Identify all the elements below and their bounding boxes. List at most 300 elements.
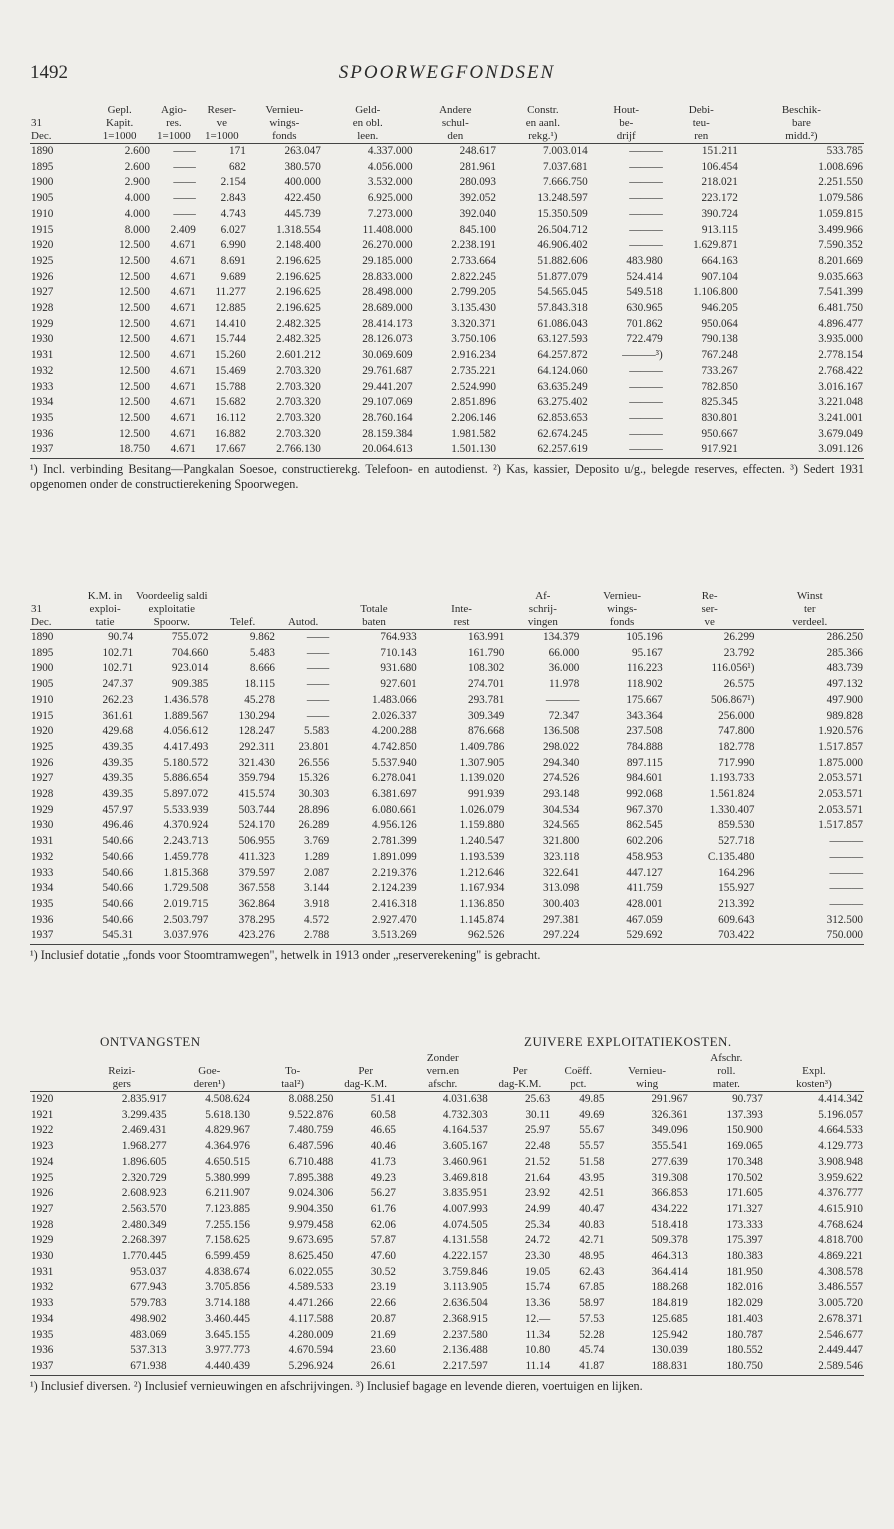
table-cell: 223.172: [701, 192, 738, 205]
table-cell: 26.270.000: [362, 239, 413, 252]
table-cell: 12.885: [215, 302, 246, 315]
table-cell: 677.943: [130, 1281, 167, 1294]
table-row: [30, 1296, 864, 1312]
operating-footnote: ¹) Inclusief diversen. ²) Inclusief vernieuwingen en afschrijvingen. ³) Inclusief bagage en levende dieren, voertuigen en lijken.: [30, 1378, 643, 1393]
table-cell: 12.500: [119, 396, 150, 409]
year-cell: 1895: [31, 646, 54, 659]
table-cell: 2.927.470: [372, 913, 417, 926]
table-cell: 2.851.896: [451, 396, 496, 409]
table-cell: 907.104: [701, 270, 738, 283]
table-cell: ———: [629, 223, 663, 236]
table-cell: ——: [306, 662, 330, 675]
table-cell: 293.781: [467, 693, 505, 706]
table-cell: 4.671: [170, 270, 196, 283]
column-header: Vernieu-: [265, 104, 304, 116]
table-cell: 29.761.687: [362, 364, 413, 377]
table-cell: 12.500: [119, 317, 150, 330]
table-cell: 1.318.554: [276, 223, 321, 236]
table-cell: 28.126.073: [362, 333, 413, 346]
table-row: [30, 364, 864, 380]
table-cell: 170.502: [726, 1171, 763, 1184]
receipts-heading: ONTVANGSTEN: [100, 1034, 201, 1049]
column-header: [168, 1052, 251, 1065]
year-cell: 1923: [31, 1140, 54, 1153]
table-cell: 5.886.654: [163, 772, 209, 785]
table-cell: 1.059.815: [818, 207, 863, 220]
table-cell: 12.500: [119, 349, 150, 362]
table-cell: 5.296.924: [251, 1359, 334, 1375]
table-cell: 180.383: [726, 1250, 763, 1263]
table-cell: 18.115: [244, 678, 275, 691]
table-cell: 46.906.402: [537, 239, 588, 252]
table-cell: 28.414.173: [362, 317, 413, 330]
table-cell: 447.127: [626, 866, 663, 879]
table-cell: 309.349: [467, 709, 505, 722]
table-cell: 4.000: [124, 192, 150, 205]
column-header: ve: [216, 117, 227, 129]
year-cell: 1932: [31, 850, 54, 863]
table-row: [30, 1265, 864, 1281]
table-cell: 897.115: [626, 756, 663, 769]
table-cell: 21.69: [370, 1328, 396, 1341]
table-cell: 464.313: [651, 1250, 688, 1263]
table-cell: 1.106.800: [693, 286, 738, 299]
operating-section: [30, 1034, 864, 1394]
table-cell: 349.096: [651, 1124, 688, 1137]
table-cell: 6.481.750: [818, 302, 863, 315]
table-cell: 15.788: [215, 380, 246, 393]
table-cell: 545.31: [76, 928, 134, 944]
table-cell: 1.770.445: [121, 1250, 167, 1263]
year-cell: 1927: [31, 772, 54, 785]
table-cell: 3.016.167: [818, 380, 863, 393]
table-cell: 22.66: [370, 1297, 396, 1310]
table-cell: 876.668: [467, 725, 505, 738]
table-cell: 170.348: [726, 1155, 763, 1168]
table-cell: 6.278.041: [372, 772, 417, 785]
table-cell: 14.410: [215, 317, 246, 330]
table-cell: 3.091.126: [739, 442, 864, 458]
table-cell: 2.766.130: [247, 442, 322, 458]
table-cell: 57.87: [370, 1234, 396, 1247]
table-cell: 3.486.557: [818, 1281, 863, 1294]
table-cell: 4.074.505: [442, 1218, 488, 1231]
year-cell: 1932: [31, 364, 54, 377]
table-cell: 518.418: [651, 1218, 688, 1231]
column-header: rest: [418, 616, 506, 630]
table-cell: 2.563.570: [121, 1202, 167, 1215]
table-cell: 11.14: [489, 1359, 552, 1375]
table-row: [30, 834, 864, 850]
table-cell: 3.705.856: [205, 1281, 250, 1294]
column-header: deren¹): [168, 1078, 251, 1092]
table-cell: 429.68: [102, 725, 134, 738]
table-cell: 12.500: [119, 333, 150, 346]
column-header: Hout-: [613, 104, 640, 116]
table-cell: 2.196.625: [276, 270, 321, 283]
table-cell: 20.064.613: [322, 442, 414, 458]
table-cell: 2.148.400: [276, 239, 321, 252]
table-cell: 4.671: [170, 302, 196, 315]
table-cell: 2.735.221: [451, 364, 496, 377]
column-header: [30, 1052, 76, 1065]
table-cell: 1.815.368: [163, 866, 209, 879]
column-header: den: [414, 130, 497, 144]
table-cell: 12.500: [119, 239, 150, 252]
table-cell: ——: [173, 192, 196, 205]
table-cell: 1.026.079: [459, 803, 505, 816]
table-cell: 2.243.713: [163, 835, 209, 848]
balance-table: [30, 104, 864, 459]
table-cell: 47.60: [370, 1250, 396, 1263]
table-cell: 527.718: [718, 835, 755, 848]
column-header: afschr.: [397, 1078, 489, 1092]
table-cell: 4.671: [170, 333, 196, 346]
column-header: [551, 1052, 605, 1065]
table-cell: 2.601.212: [276, 349, 321, 362]
table-cell: 16.882: [215, 427, 246, 440]
column-header: schrij-: [528, 603, 557, 615]
table-cell: 281.961: [459, 160, 496, 173]
table-cell: 29.185.000: [362, 254, 413, 267]
table-cell: 263.047: [284, 145, 321, 157]
table-cell: 1.193.733: [709, 772, 755, 785]
year-cell: 1895: [31, 160, 54, 173]
table-cell: 321.430: [238, 756, 275, 769]
table-cell: 927.601: [380, 678, 417, 691]
table-cell: ——: [173, 207, 196, 220]
table-cell: 2.503.797: [163, 913, 209, 926]
table-cell: 4.742.850: [372, 740, 417, 753]
table-cell: 4.131.558: [442, 1234, 488, 1247]
column-header: verdeel.: [756, 616, 865, 630]
table-cell: 181.950: [726, 1265, 763, 1278]
column-header: Re-: [701, 590, 718, 602]
year-cell: 1933: [31, 866, 54, 879]
table-cell: 23.30: [525, 1250, 551, 1263]
year-cell: 1935: [31, 1328, 54, 1341]
table-cell: ———: [589, 442, 664, 458]
table-cell: 1.436.578: [163, 693, 209, 706]
table-cell: 422.450: [284, 192, 321, 205]
table-cell: 923.014: [171, 662, 209, 675]
table-cell: 764.933: [380, 631, 417, 643]
table-cell: 30.303: [298, 788, 330, 801]
table-cell: 21.64: [525, 1171, 551, 1184]
table-cell: 237.508: [626, 725, 663, 738]
table-cell: 4.671: [170, 411, 196, 424]
table-cell: 2.600: [124, 160, 150, 173]
table-cell: 150.900: [726, 1124, 763, 1137]
year-cell: 1920: [31, 725, 54, 738]
table-row: [30, 144, 864, 160]
table-cell: ——: [306, 693, 330, 706]
table-cell: 108.302: [467, 662, 505, 675]
table-cell: 4.896.477: [818, 317, 863, 330]
year-cell: 1920: [31, 1093, 54, 1105]
table-cell: 134.379: [543, 631, 580, 643]
table-cell: 537.313: [130, 1344, 167, 1357]
table-cell: 4.615.910: [818, 1202, 863, 1215]
table-row: [30, 1359, 864, 1375]
table-cell: 4.671: [170, 380, 196, 393]
table-cell: 1.891.099: [372, 850, 417, 863]
table-cell: 4.440.439: [168, 1359, 251, 1375]
year-cell: 1927: [31, 286, 54, 299]
table-cell: 3.935.000: [818, 333, 863, 346]
table-cell: 1.920.576: [818, 725, 863, 738]
results-footnote: ¹) Inclusief dotatie „fonds voor Stoomtramwegen", hetwelk in 1913 onder „reserverekening" is gebracht.: [30, 948, 541, 963]
table-row: [30, 427, 864, 443]
table-cell: 292.311: [239, 740, 275, 753]
table-cell: 1.875.000: [818, 756, 863, 769]
table-row: [30, 380, 864, 396]
table-cell: 57.53: [579, 1312, 605, 1325]
table-cell: 61.76: [370, 1202, 396, 1215]
column-header: leen.: [322, 130, 414, 144]
table-cell: 6.022.055: [288, 1265, 334, 1278]
column-header: res.: [166, 117, 182, 129]
table-cell: 15.469: [215, 364, 246, 377]
table-cell: 2.238.191: [451, 239, 496, 252]
table-cell: 48.95: [579, 1250, 605, 1263]
table-row: [30, 850, 864, 866]
table-cell: 28.833.000: [362, 270, 413, 283]
table-cell: 30.11: [525, 1108, 551, 1121]
table-cell: 180.787: [726, 1328, 763, 1341]
column-header: [30, 1065, 76, 1078]
column-header: gers: [76, 1078, 168, 1092]
table-cell: 540.66: [102, 835, 134, 848]
table-cell: 2.608.923: [121, 1187, 167, 1200]
table-cell: 3.144: [304, 882, 330, 895]
column-header: exploitatie: [148, 603, 195, 615]
column-header: Beschik-: [781, 104, 821, 116]
table-cell: 2.843: [220, 192, 246, 205]
results-table-head: [30, 590, 864, 630]
table-cell: 1.981.582: [451, 427, 496, 440]
year-cell: 1934: [31, 882, 54, 895]
table-cell: 682: [229, 160, 246, 173]
table-cell: 2.136.488: [442, 1344, 488, 1357]
table-cell: 41.87: [551, 1359, 605, 1375]
year-cell: 1936: [31, 913, 54, 926]
table-cell: 3.460.445: [205, 1312, 250, 1325]
table-cell: 1.517.857: [818, 740, 863, 753]
table-cell: 125.685: [651, 1312, 688, 1325]
column-header: Autod.: [276, 616, 330, 630]
table-cell: 755.072: [171, 631, 209, 643]
table-cell: 218.021: [701, 176, 738, 189]
table-cell: 4.129.773: [818, 1140, 863, 1153]
table-cell: 182.016: [726, 1281, 763, 1294]
column-header: Zonder: [426, 1052, 459, 1064]
table-cell: 29.107.069: [362, 396, 413, 409]
header-row: [30, 1078, 864, 1092]
year-cell: 1920: [31, 239, 54, 252]
table-cell: 2.368.915: [442, 1312, 488, 1325]
table-cell: 380.570: [284, 160, 321, 173]
table-cell: 2.546.677: [818, 1328, 863, 1341]
table-cell: ———: [629, 145, 663, 157]
table-cell: 4.000: [124, 207, 150, 220]
table-cell: 17.667: [197, 442, 247, 458]
table-cell: 2.524.990: [451, 380, 496, 393]
table-cell: 24.99: [525, 1202, 551, 1215]
year-cell: 1937: [30, 928, 76, 944]
table-cell: 1.483.066: [372, 693, 417, 706]
table-cell: 52.28: [579, 1328, 605, 1341]
table-cell: 105.196: [626, 631, 663, 643]
table-cell: 497.132: [826, 678, 863, 691]
table-cell: 4.670.594: [288, 1344, 334, 1357]
table-cell: 12.500: [119, 427, 150, 440]
year-cell: 1925: [31, 740, 54, 753]
table-cell: 379.597: [238, 866, 275, 879]
table-row: [30, 191, 864, 207]
year-cell: 1933: [31, 1297, 54, 1310]
table-cell: 790.138: [701, 333, 738, 346]
table-cell: 163.991: [467, 631, 505, 643]
column-header: [489, 1052, 552, 1065]
table-row: [30, 1202, 864, 1218]
table-cell: 9.979.458: [288, 1218, 334, 1231]
column-header: [276, 590, 330, 603]
table-row: [30, 1123, 864, 1139]
table-cell: 180.552: [726, 1344, 763, 1357]
table-cell: 23.92: [525, 1187, 551, 1200]
table-cell: 171.605: [726, 1187, 763, 1200]
table-cell: 23.60: [370, 1344, 396, 1357]
table-cell: 28.498.000: [362, 286, 413, 299]
year-cell: 1928: [31, 788, 54, 801]
table-cell: 6.211.907: [205, 1187, 250, 1200]
table-cell: 171.327: [726, 1202, 763, 1215]
table-row: [30, 866, 864, 882]
table-cell: 55.57: [579, 1140, 605, 1153]
column-header: mater.: [689, 1078, 764, 1092]
table-cell: 57.843.318: [537, 302, 588, 315]
table-cell: 90.74: [108, 631, 134, 643]
table-cell: 1.517.857: [818, 819, 863, 832]
table-cell: 188.268: [651, 1281, 688, 1294]
table-cell: 5.537.940: [372, 756, 417, 769]
table-cell: 11.277: [215, 286, 246, 299]
table-cell: 51.877.079: [537, 270, 588, 283]
table-row: [30, 348, 864, 364]
table-row: [30, 803, 864, 819]
year-cell: 1935: [31, 411, 54, 424]
table-cell: 524.170: [238, 819, 275, 832]
column-header: Constr.: [527, 104, 559, 116]
table-cell: 4.671: [170, 239, 196, 252]
table-row: [30, 1186, 864, 1202]
table-cell: 41.73: [370, 1155, 396, 1168]
table-cell: 151.211: [701, 145, 738, 157]
table-cell: 326.361: [651, 1108, 688, 1121]
table-cell: 26.504.712: [537, 223, 588, 236]
table-cell: 323.118: [543, 850, 580, 863]
table-cell: 26.575: [723, 678, 755, 691]
table-cell: 992.068: [626, 788, 663, 801]
column-header: Gepl.: [107, 104, 132, 116]
table-cell: 2.154: [220, 176, 246, 189]
table-cell: ———: [829, 897, 863, 910]
column-header: bare: [791, 117, 811, 129]
table-cell: 118.902: [626, 678, 663, 691]
table-cell: 4.280.009: [288, 1328, 334, 1341]
table-cell: 2.703.320: [276, 411, 321, 424]
table-cell: 392.052: [459, 192, 496, 205]
table-cell: 367.558: [238, 882, 275, 895]
column-header: [605, 1052, 688, 1065]
table-cell: 40.83: [579, 1218, 605, 1231]
table-cell: ———: [829, 850, 863, 863]
year-cell: 1930: [31, 819, 54, 832]
table-cell: 2.320.729: [121, 1171, 167, 1184]
table-cell: 42.71: [579, 1234, 605, 1247]
column-header: Agio-: [161, 104, 187, 116]
table-row: [30, 897, 864, 913]
year-cell: 1922: [31, 1124, 54, 1137]
table-cell: 9.689: [220, 270, 246, 283]
operating-table-head: [30, 1052, 864, 1092]
table-cell: 3.977.773: [205, 1344, 250, 1357]
table-cell: 64.257.872: [537, 349, 588, 362]
table-cell: 9.904.350: [288, 1202, 334, 1215]
table-cell: 2.781.399: [372, 835, 417, 848]
table-cell: 5.583: [304, 725, 330, 738]
table-cell: 4.164.537: [442, 1124, 488, 1137]
table-cell: 2.480.349: [121, 1218, 167, 1231]
table-cell: 12.500: [119, 411, 150, 424]
table-cell: 4.414.342: [818, 1093, 863, 1105]
table-row: [30, 317, 864, 333]
table-cell: 213.392: [718, 897, 755, 910]
table-cell: 102.71: [102, 662, 134, 675]
table-cell: 2.600: [124, 145, 150, 157]
table-cell: 953.037: [130, 1265, 167, 1278]
table-cell: 3.835.951: [442, 1187, 488, 1200]
table-cell: 4.671: [170, 254, 196, 267]
table-cell: 4.572: [304, 913, 330, 926]
table-cell: 917.921: [664, 442, 739, 458]
table-cell: 2.703.320: [276, 364, 321, 377]
table-cell: ———: [629, 396, 663, 409]
table-cell: 355.541: [651, 1140, 688, 1153]
table-cell: 16.112: [215, 411, 246, 424]
table-cell: 304.534: [543, 803, 580, 816]
table-cell: 428.001: [626, 897, 663, 910]
table-cell: 362.864: [238, 897, 275, 910]
column-header: Spoorw.: [134, 616, 209, 630]
table-cell: ———: [629, 176, 663, 189]
table-cell: 291.967: [651, 1093, 688, 1105]
table-cell: 36.000: [548, 662, 580, 675]
table-cell: 845.100: [459, 223, 496, 236]
column-header: schul-: [441, 117, 469, 129]
results-table: [30, 590, 864, 945]
table-cell: 51.58: [579, 1155, 605, 1168]
table-cell: 3.959.622: [818, 1171, 863, 1184]
table-cell: 2.589.546: [764, 1359, 864, 1375]
table-row: [30, 207, 864, 223]
table-cell: 859.530: [718, 819, 755, 832]
table-cell: 1.896.605: [121, 1155, 167, 1168]
table-cell: C.135.480: [707, 850, 755, 863]
year-cell: 1905: [31, 678, 54, 691]
table-cell: 457.97: [102, 803, 134, 816]
